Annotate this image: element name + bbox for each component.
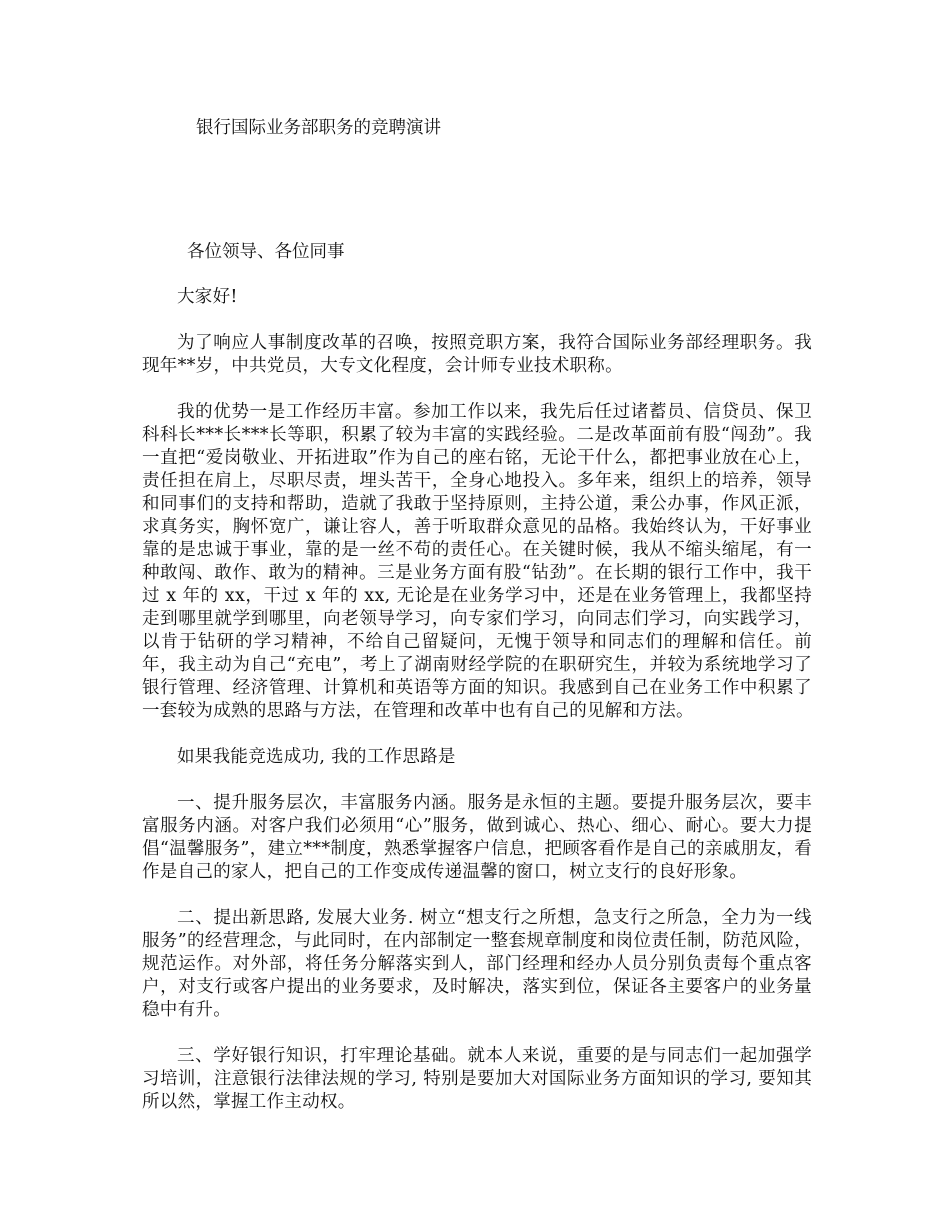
paragraph-intro: 为了响应人事制度改革的召唤，按照竞职方案，我符合国际业务部经理职务。我现年**岁，中共党员，大专文化程度，会计师专业技术职称。 bbox=[142, 333, 812, 376]
paragraph-strengths: 我的优势一是工作经历丰富。参加工作以来，我先后任过诸蓄员、信贷员、保卫科科长***长***长等职，积累了较为丰富的实践经验。二是改革面前有股“闯劲”。我一直把“爱岗敬业、开拓进取”作为自己的座右铭，无论干什么，都把事业放在心上，责任担在肩上，尽职尽责，埋头苦干，全身心地投入。多年来，组织上的培养，领导和同事们的支持和帮助，造就了我敢于坚持原则，主持公道，秉公办事，作风正派，求真务实，胸怀宽广，谦让容人，善于听取群众意见的品格。我始终认为，干好事业靠的是忠诚于事业，靠的是一丝不苟的责任心。在关键时候，我从不缩头缩尾，有一种敢闯、敢作、敢为的精神。三是业务方面有股“钻劲”。在长期的银行工作中，我干过 x 年的 xx，干过 x 年的 xx, 无论是在业务学习中，还是在业务管理上，我都坚持走到哪里就学到哪里，向老领导学习，向专家们学习，向同志们学习，向实践学习，以肯于钻研的学习精神，不给自己留疑问，无愧于领导和同志们的理解和信任。前年，我主动为自己“充电”，考上了湖南财经学院的在职研究生，并较为系统地学习了银行管理、经济管理、计算机和英语等方面的知识。我感到自己在业务工作中积累了一套较为成熟的思路与方法，在管理和改革中也有自己的见解和方法。 bbox=[142, 402, 812, 721]
paragraph-greeting: 大家好! bbox=[177, 287, 238, 307]
paragraph-plan-intro: 如果我能竞选成功, 我的工作思路是 bbox=[177, 747, 456, 767]
document-title: 银行国际业务部职务的竞聘演讲 bbox=[196, 118, 441, 138]
document-body bbox=[142, 286, 812, 1137]
paragraph-plan-2: 二、提出新思路, 发展大业务. 树立“想支行之所想，急支行之所急，全力为一线服务”的经营理念，与此同时，在内部制定一整套规章制度和岗位责任制，防范风险，规范运作。对外部，将任务分解落实到人，部门经理和经办人员分别负责每个重点客户，对支行或客户提出的业务要求，及时解决，落实到位，保证各主要客户的业务量稳中有升。 bbox=[142, 908, 812, 1020]
paragraph-plan-3: 三、学好银行知识，打牢理论基础。就本人来说，重要的是与同志们一起加强学习培训，注意银行法律法规的学习, 特别是要加大对国际业务方面知识的学习, 要知其所以然，掌握工作主动权。 bbox=[142, 1046, 812, 1112]
salutation: 各位领导、各位同事 bbox=[187, 242, 345, 262]
paragraph-plan-1: 一、提升服务层次，丰富服务内涵。服务是永恒的主题。要提升服务层次，要丰富服务内涵。对客户我们必须用“心”服务，做到诚心、热心、细心、耐心。要大力提倡“温馨服务”，建立***制度，熟悉掌握客户信息，把顾客看作是自己的亲戚朋友，看作是自己的家人，把自己的工作变成传递温馨的窗口，树立支行的良好形象。 bbox=[142, 793, 812, 882]
